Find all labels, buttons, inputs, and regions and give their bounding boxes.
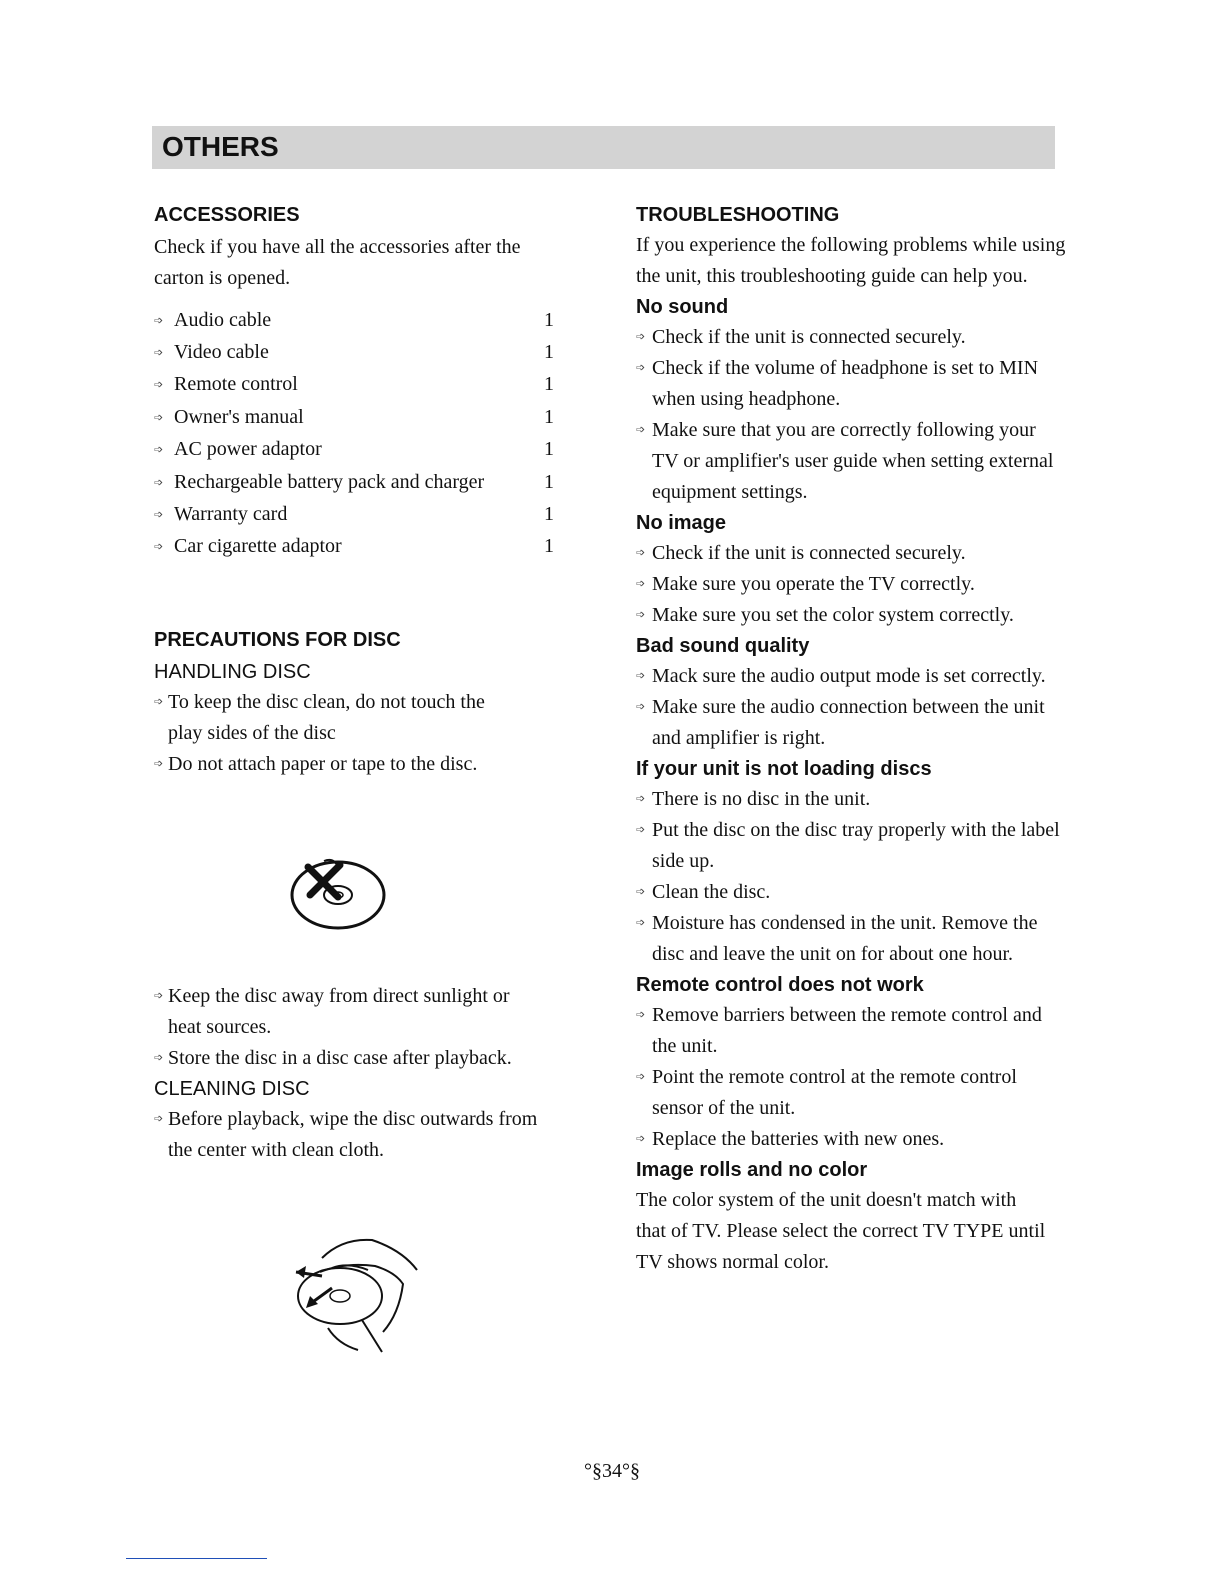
bullet-item xyxy=(636,1124,1061,1155)
precautions-heading: PRECAUTIONS FOR DISC xyxy=(154,629,401,652)
accessory-item xyxy=(154,401,554,433)
accessory-qty: 1 xyxy=(544,438,554,461)
accessory-item xyxy=(154,369,554,401)
arrow-bullet-icon: ➩ xyxy=(636,886,646,898)
arrow-bullet-icon: ➩ xyxy=(636,1071,646,1083)
bullet-item xyxy=(636,784,1061,815)
accessory-item xyxy=(154,304,554,336)
bullet-text: Put the disc on the disc tray properly with the label side up. xyxy=(652,819,1060,872)
bullet-text: Make sure the audio connection between the unit and amplifier is right. xyxy=(652,696,1045,749)
arrow-bullet-icon: ➩ xyxy=(154,1052,164,1064)
accessory-item xyxy=(154,466,554,498)
accessories-list xyxy=(154,304,554,563)
disc-cross-icon xyxy=(288,855,388,933)
hand-wiping-disc-figure xyxy=(292,1228,422,1354)
bullet-text: Make sure you operate the TV correctly. xyxy=(652,573,975,595)
bullet-item xyxy=(154,1104,549,1166)
trouble-section-title: No image xyxy=(636,512,727,534)
accessory-name: Video cable xyxy=(174,341,269,364)
arrow-bullet-icon: ➩ xyxy=(636,701,646,713)
bullet-text: Store the disc in a disc case after playback. xyxy=(168,1047,512,1069)
handling-list xyxy=(154,687,524,780)
cleaning-list xyxy=(154,1104,549,1166)
arrow-bullet-icon: ➩ xyxy=(636,793,646,805)
accessory-qty: 1 xyxy=(544,470,554,493)
bullet-item xyxy=(636,877,1061,908)
bullet-text: Keep the disc away from direct sunlight or heat sources. xyxy=(168,985,510,1038)
accessory-name: Remote control xyxy=(174,373,298,396)
bullet-text: Do not attach paper or tape to the disc. xyxy=(168,753,478,776)
accessory-name: Owner's manual xyxy=(174,405,304,428)
arrow-bullet-icon: ➩ xyxy=(154,541,164,554)
accessory-item xyxy=(154,434,554,466)
accessory-item xyxy=(154,498,554,530)
troubleshooting-intro: If you experience the following problems while using the unit, this troubleshooting guide can help you. xyxy=(636,234,1066,287)
bullet-text: Mack sure the audio output mode is set correctly. xyxy=(652,665,1046,687)
troubleshooting-heading: TROUBLESHOOTING xyxy=(636,204,840,226)
footer-rule xyxy=(126,1558,267,1559)
bullet-item xyxy=(636,815,1061,877)
bullet-item xyxy=(636,692,1061,754)
bullet-text: Check if the volume of headphone is set to MIN when using headphone. xyxy=(652,357,1039,410)
arrow-bullet-icon: ➩ xyxy=(154,990,164,1002)
bullet-item xyxy=(636,908,1061,970)
left-column-lower xyxy=(154,981,554,1166)
trouble-section-title: Bad sound quality xyxy=(636,635,810,657)
accessory-qty: 1 xyxy=(544,503,554,526)
arrow-bullet-icon: ➩ xyxy=(636,424,646,436)
arrow-bullet-icon: ➩ xyxy=(636,917,646,929)
bullet-text: Make sure you set the color system correctly. xyxy=(652,604,1014,626)
section-title: OTHERS xyxy=(162,131,279,162)
bullet-text: Remove barriers between the remote control and the unit. xyxy=(652,1004,1042,1057)
bullet-item xyxy=(154,687,524,749)
bullet-item xyxy=(636,600,1061,631)
right-column xyxy=(636,200,1076,1278)
bullet-item xyxy=(636,1000,1061,1062)
handling-disc-heading: HANDLING DISC xyxy=(154,661,311,684)
cleaning-disc-heading: CLEANING DISC xyxy=(154,1078,310,1100)
accessories-heading: ACCESSORIES xyxy=(154,204,300,226)
bullet-item xyxy=(636,353,1061,415)
accessory-qty: 1 xyxy=(544,373,554,396)
bullet-item xyxy=(636,661,1061,692)
bullet-text: Replace the batteries with new ones. xyxy=(652,1128,945,1150)
bullet-text: Check if the unit is connected securely. xyxy=(652,542,966,564)
handling-list-after-figure xyxy=(154,981,539,1074)
arrow-bullet-icon: ➩ xyxy=(636,824,646,836)
arrow-bullet-icon: ➩ xyxy=(636,1009,646,1021)
arrow-bullet-icon: ➩ xyxy=(636,547,646,559)
accessory-qty: 1 xyxy=(544,341,554,364)
bullet-item xyxy=(636,415,1061,508)
arrow-bullet-icon: ➩ xyxy=(154,347,164,360)
accessory-name: AC power adaptor xyxy=(174,438,322,461)
arrow-bullet-icon: ➩ xyxy=(154,509,164,522)
arrow-bullet-icon: ➩ xyxy=(636,578,646,590)
image-rolls-heading: Image rolls and no color xyxy=(636,1159,868,1181)
arrow-bullet-icon: ➩ xyxy=(154,444,164,457)
bullet-text: Clean the disc. xyxy=(652,881,771,903)
page-number: °§34°§ xyxy=(584,1460,640,1482)
arrow-bullet-icon: ➩ xyxy=(636,1133,646,1145)
accessory-qty: 1 xyxy=(544,308,554,331)
troubleshooting-sections xyxy=(636,292,1061,1155)
accessory-item xyxy=(154,336,554,368)
accessories-intro: Check if you have all the accessories after the carton is opened. xyxy=(154,236,521,289)
bullet-item xyxy=(636,1062,1061,1124)
section-banner xyxy=(152,126,1055,169)
accessory-item xyxy=(154,531,554,563)
hand-wipe-icon xyxy=(292,1228,422,1354)
bullet-text: Moisture has condensed in the unit. Remove the disc and leave the unit on for about one hour. xyxy=(652,912,1038,965)
bullet-item xyxy=(154,981,539,1043)
bullet-item xyxy=(154,749,524,780)
accessory-qty: 1 xyxy=(544,405,554,428)
trouble-section-title: Remote control does not work xyxy=(636,974,924,996)
bullet-text: Make sure that you are correctly following your TV or amplifier's user guide when setting external equipment settings. xyxy=(652,419,1054,503)
bullet-text: To keep the disc clean, do not touch the play sides of the disc xyxy=(168,691,485,745)
bullet-text: There is no disc in the unit. xyxy=(652,788,871,810)
bullet-item xyxy=(636,322,1061,353)
bullet-text: Check if the unit is connected securely. xyxy=(652,326,966,348)
accessory-qty: 1 xyxy=(544,535,554,558)
arrow-bullet-icon: ➩ xyxy=(636,331,646,343)
arrow-bullet-icon: ➩ xyxy=(154,411,164,424)
image-rolls-text: The color system of the unit doesn't match with that of TV. Please select the correct TV TYPE until TV shows normal color. xyxy=(636,1189,1046,1273)
arrow-bullet-icon: ➩ xyxy=(154,314,164,327)
trouble-section-title: If your unit is not loading discs xyxy=(636,758,932,780)
arrow-bullet-icon: ➩ xyxy=(154,696,164,709)
accessory-name: Car cigarette adaptor xyxy=(174,535,342,558)
bullet-item xyxy=(154,1043,539,1074)
arrow-bullet-icon: ➩ xyxy=(154,476,164,489)
arrow-bullet-icon: ➩ xyxy=(154,1113,164,1125)
disc-do-not-touch-figure xyxy=(288,855,388,933)
bullet-text: Before playback, wipe the disc outwards from the center with clean cloth. xyxy=(168,1108,538,1161)
bullet-item xyxy=(636,569,1061,600)
arrow-bullet-icon: ➩ xyxy=(636,609,646,621)
accessory-name: Audio cable xyxy=(174,308,272,331)
arrow-bullet-icon: ➩ xyxy=(154,758,164,771)
bullet-text: Point the remote control at the remote control sensor of the unit. xyxy=(652,1066,1017,1119)
bullet-item xyxy=(636,538,1061,569)
arrow-bullet-icon: ➩ xyxy=(636,362,646,374)
accessory-name: Warranty card xyxy=(174,503,288,526)
arrow-bullet-icon: ➩ xyxy=(636,670,646,682)
accessory-name: Rechargeable battery pack and charger xyxy=(174,470,485,493)
left-column xyxy=(154,200,554,780)
trouble-section-title: No sound xyxy=(636,296,729,318)
arrow-bullet-icon: ➩ xyxy=(154,379,164,392)
